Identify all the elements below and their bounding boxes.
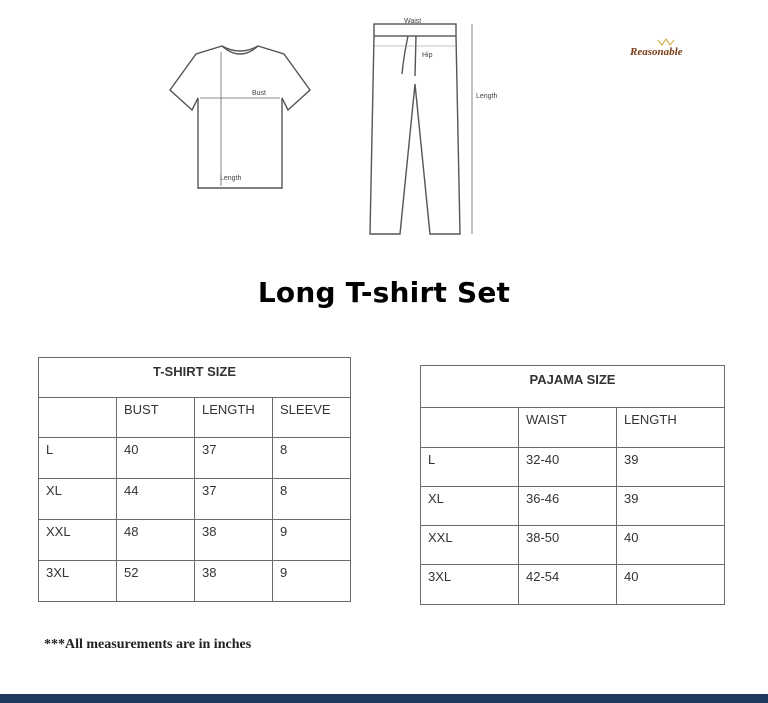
table-cell: L (39, 438, 117, 479)
tshirt-diagram (160, 38, 320, 198)
table-cell: 9 (273, 520, 351, 561)
table-cell: 8 (273, 438, 351, 479)
table-cell: 38-50 (519, 526, 617, 565)
table-cell: 8 (273, 479, 351, 520)
table-cell: 36-46 (519, 487, 617, 526)
table-header-cell: WAIST (519, 408, 617, 448)
table-header-cell: SLEEVE (273, 398, 351, 438)
table-header-cell (421, 408, 519, 448)
tshirt-size-table (38, 357, 351, 602)
bottom-bar (0, 694, 768, 703)
table-cell: 32-40 (519, 448, 617, 487)
table-cell: 9 (273, 561, 351, 602)
table-row (39, 438, 351, 479)
table-header-cell (39, 398, 117, 438)
table-row (421, 487, 725, 526)
table-cell: 39 (617, 448, 725, 487)
table-header-cell: LENGTH (617, 408, 725, 448)
brand-logo (628, 36, 704, 62)
tshirt-bust-label: Bust (252, 90, 267, 97)
table-cell: XL (39, 479, 117, 520)
pajama-size-table (420, 365, 725, 605)
table-row (39, 520, 351, 561)
table-cell: 48 (117, 520, 195, 561)
table-cell: 37 (195, 438, 273, 479)
pajama-table-caption: PAJAMA SIZE (421, 366, 725, 408)
table-header-cell: BUST (117, 398, 195, 438)
table-cell: L (421, 448, 519, 487)
table-row (421, 448, 725, 487)
table-row (39, 479, 351, 520)
table-cell: 3XL (421, 565, 519, 605)
pajama-waistband (374, 24, 456, 36)
table-header-cell: LENGTH (195, 398, 273, 438)
table-cell: 42-54 (519, 565, 617, 605)
table-row (39, 561, 351, 602)
table-cell: 40 (117, 438, 195, 479)
table-cell: XXL (421, 526, 519, 565)
tshirt-table-caption: T-SHIRT SIZE (39, 358, 351, 398)
pajama-waist-label: Waist (404, 18, 422, 25)
table-cell: 3XL (39, 561, 117, 602)
table-cell: XL (421, 487, 519, 526)
table-cell: 40 (617, 526, 725, 565)
table-cell: 52 (117, 561, 195, 602)
pajama-hip-label: Hip (422, 52, 433, 59)
table-row (421, 526, 725, 565)
tshirt-outline (170, 46, 310, 188)
table-cell: 37 (195, 479, 273, 520)
table-cell: 44 (117, 479, 195, 520)
tshirt-length-label: Length (220, 175, 242, 182)
pajama-diagram (360, 14, 510, 238)
measurement-note: ***All measurements are in inches (44, 637, 252, 652)
table-cell: XXL (39, 520, 117, 561)
pajama-length-label: Length (476, 93, 498, 100)
table-cell: 38 (195, 520, 273, 561)
table-cell: 39 (617, 487, 725, 526)
brand-logo-text: Reasonable (630, 46, 683, 58)
table-row (421, 565, 725, 605)
table-cell: 38 (195, 561, 273, 602)
page-title: Long T-shirt Set (257, 276, 511, 309)
table-cell: 40 (617, 565, 725, 605)
